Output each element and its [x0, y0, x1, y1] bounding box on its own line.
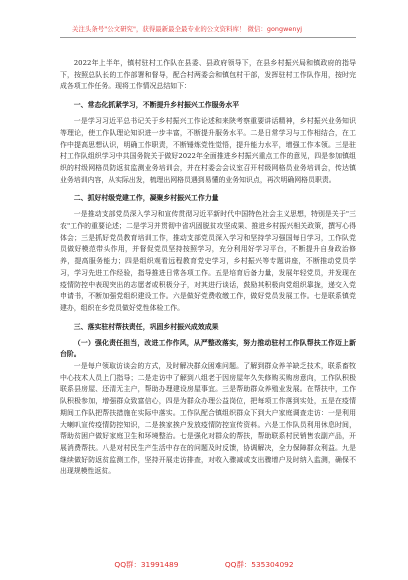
- document-body: [60, 58, 356, 478]
- intro-paragraph: 2022年上半年，镇村驻村工作队在县委、县政府领导下，在县乡村振兴局和镇政府的指导下，按照总队长的工作部署和督导，配合村两委会和镇包村干部，发挥驻村工作队作用，按时完成各项工作任务。现将工作情况总结如下：: [60, 59, 356, 91]
- top-banner: 关注头条号"公文研究"，获得最新最全最专业的公文资料库！ 微信：gongwenyj: [72, 25, 303, 33]
- section-heading-2: 二、抓好村级党建工作，凝聚乡村振兴工作力量: [73, 194, 219, 203]
- qq-group-2: QQ群：535304092: [224, 560, 294, 569]
- qq-group-1: QQ群：31991489: [114, 560, 179, 569]
- section-2-paragraph: 一是推动支部党员深入学习和宣传贯彻习近平新时代中国特色社会主义思想，特别是关于"三农"工作的重要论述；二是学习并贯彻中省巩固脱贫攻坚成果、推进乡村振兴相关政策，撰写心得体会；三是抓好党员教育培训工作，推动支部党员深入学习和坚持学习强国每日学习，工作队党员做好模范带头作用，并督促党员坚持按照学习，充分利用好学习平台，不断提升自身政治修养，提高服务能力；四是组织观看远程教育党史学习，乡村振兴等专题讲座，不断推动党员学习，学习先进工作经验，指导推进日常各项工作。五是培育后备力量，发展年轻党员，并发现在疫情防控中表现突出的志愿者或积极分子，对其进行谈话，鼓励其积极向党组织靠拢，递交入党申请书，不断加强党组织建设工作。六是做好党费收缴工作，做好党员发展工作。七是联系镇党建办，组织在乡党员做好党性体检工作。: [60, 210, 356, 312]
- section-heading-1: 一、常态化抓紧学习，不断提升乡村振兴工作服务水平: [73, 101, 240, 110]
- footer-contacts: [0, 559, 408, 570]
- section-heading-3: 三、落实驻村帮扶责任，巩固乡村振兴成效成果: [73, 322, 219, 331]
- section-3-paragraph: 一是每户领取访谈会的方式，及时解决群众困难问题。了解到群众养羊缺乏技术，联系畜牧中心技术人员上门指导；二是走访中了解到八组老于因房屋年久失修购买购房意向，工作队积极联系县房屋、还清无主户，帮助办理建设房屋事宜。三是帮助群众养殖业发展。在帮扶中，工作队积极参加，增强群众致富信心，四是为群众办理公益岗位，把每项工作落到实处，五是在疫情期间工作队把帮扶措施在实际中落实。工作队配合镇组织群众下到大户家庭调查走访：一是利用大喇叭宣传疫情防控知识，二是挨家挨户发放疫情防控宣传资料。六是工作队员利用休息时间，帮助贫困户做好家庭卫生和环境整治。七是强化对群众的帮扶，帮助联系村民销售农副产品，开展消费帮扶。八是对村民生产生活中存在的问题及时反馈，协调解决，全力保障群众利益。九是继续做好防返贫监测工作，坚持开展走访排查，对收入骤减或支出骤增户及时纳入监测，确保不出现规模性返贫。: [60, 362, 356, 476]
- subsection-heading: （一）强化责任担当，改进工作作风，从严整改落实，努力推动驻村工作队帮扶工作迈上新台阶。: [60, 338, 356, 359]
- header-divider: [60, 37, 356, 38]
- section-1-paragraph: 一是学习习近平总书记关于乡村振兴工作论述和来陕考察重要讲话精神，乡村振兴业务知识等理论，使工作队理论知识进一步丰富，不断提升服务水平。二是日常学习与工作相结合，在工作中提高思想认识，明确工作职责，不断锤炼党性觉悟，提升能力水平，增强工作本领。三是驻村工作队组织学习中共国务院关于做好2022年全面推进乡村振兴重点工作的意见，四是参加镇组织的村级网格员防返贫监测业务培训会，并在村委会会议室召开村级网格员业务培训会，传达镇业务培训内容，从实际出发，梳理出网格员遇到易懂的业务知识点，再次明确网格员职责。: [60, 117, 356, 184]
